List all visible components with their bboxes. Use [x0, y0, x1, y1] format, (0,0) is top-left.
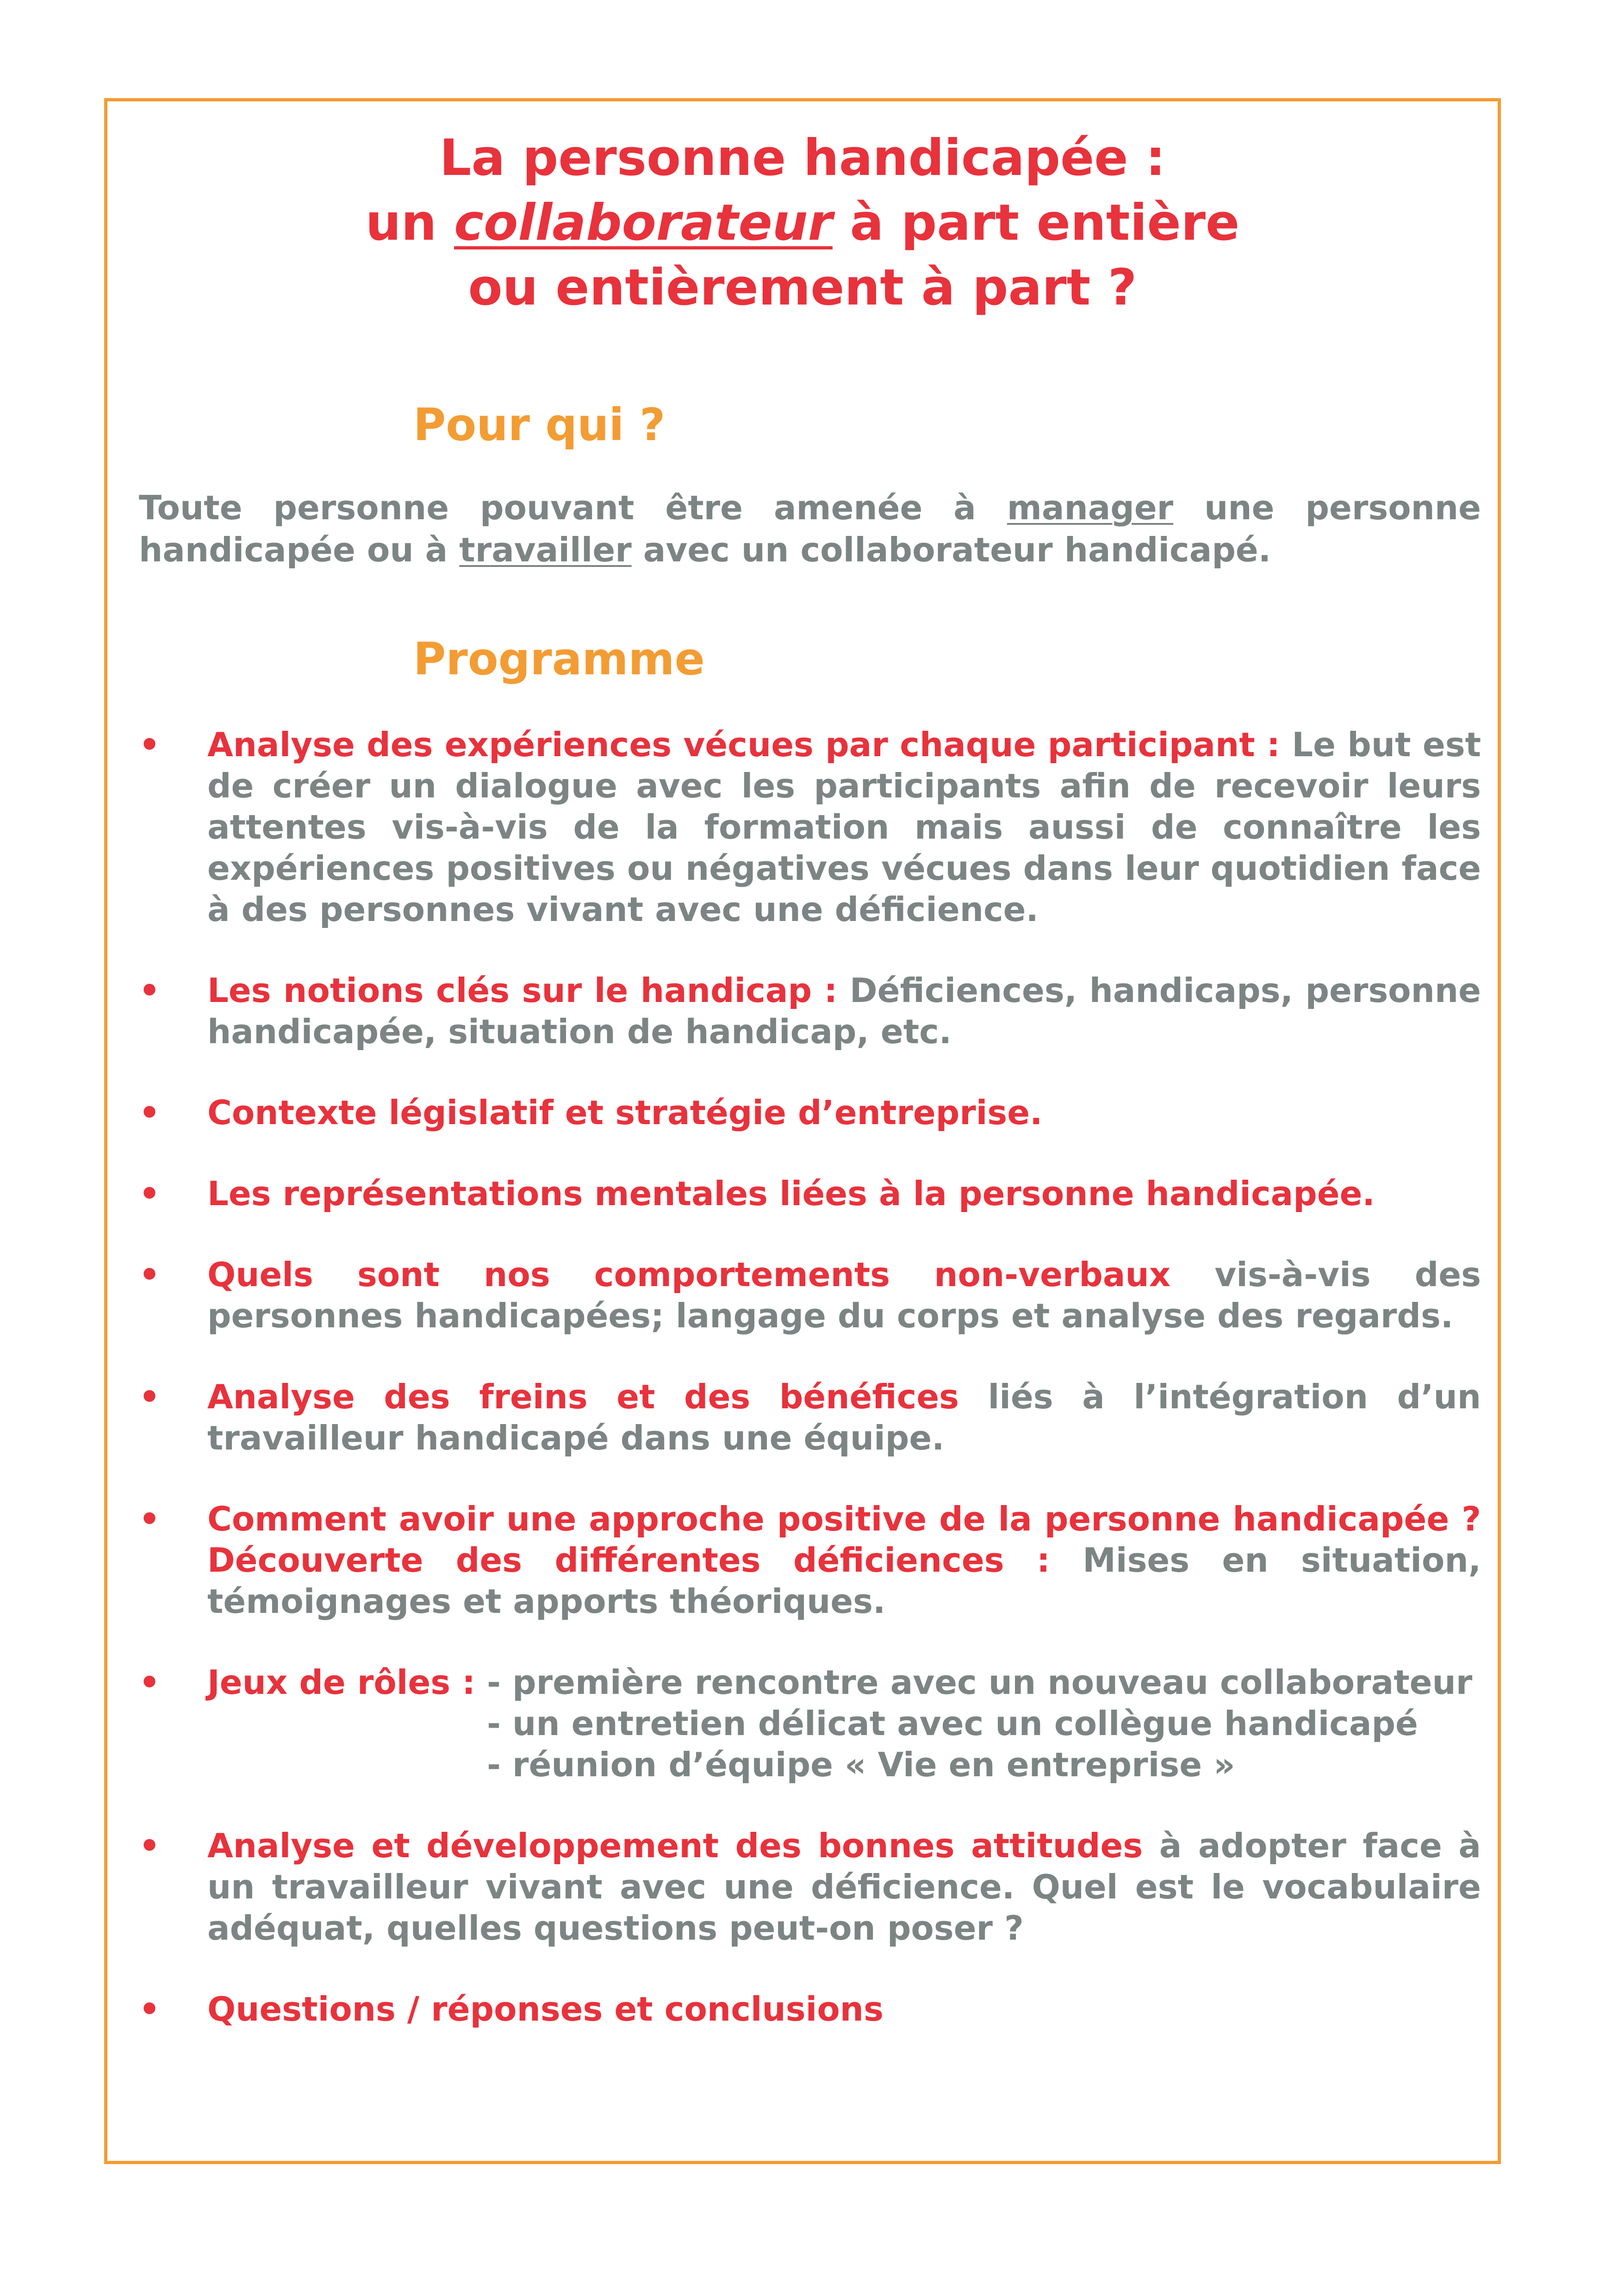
- pour-qui-text: Toute personne pouvant être amenée à manager une personne handicapée ou à travailler avec un collaborateur handicapé.: [139, 488, 1481, 569]
- programme-item: [139, 1254, 1481, 1337]
- programme-list: [139, 724, 1481, 2070]
- bullet-icon: •: [139, 725, 161, 764]
- programme-item: [139, 1825, 1481, 1949]
- title-line-2: un collaborateur à part entière: [365, 194, 1240, 252]
- item-heading: Jeux de rôles :: [207, 1663, 476, 1702]
- bullet-icon: •: [139, 1174, 161, 1213]
- document-title: [104, 126, 1501, 320]
- item-heading: Analyse des expériences vécues par chaque participant :: [207, 725, 1280, 764]
- bullet-icon: •: [139, 1826, 161, 1865]
- item-heading: Questions / réponses et conclusions: [207, 1990, 884, 2028]
- item-description: Le but est de créer un dialogue avec les participants afin de recevoir leurs attentes vis-à-vis de la formation mais aussi de connaître les expériences positives ou négatives vécues dans leur quotidien face à des personnes vivant avec une déficience.: [207, 725, 1481, 929]
- item-heading: Quels sont nos comportements non-verbaux: [207, 1255, 1171, 1294]
- title-emphasis: collaborateur: [454, 194, 833, 252]
- programme-item: [139, 1662, 1481, 1786]
- role-line: - première rencontre avec un nouveau collaborateur: [487, 1663, 1473, 1702]
- title-line-1: La personne handicapée :: [439, 129, 1166, 187]
- bullet-icon: •: [139, 1093, 161, 1132]
- roles-block: [207, 1662, 1481, 1786]
- item-description: Déficiences, handicaps, personne handicapée, situation de handicap, etc.: [207, 971, 1481, 1051]
- programme-item: [139, 1989, 1481, 2030]
- bullet-icon: •: [139, 1377, 161, 1416]
- item-heading: Les notions clés sur le handicap :: [207, 971, 838, 1010]
- bullet-icon: •: [139, 971, 161, 1010]
- item-heading: Analyse et développement des bonnes attitudes: [207, 1826, 1143, 1865]
- title-line-3: ou entièrement à part ?: [468, 259, 1137, 317]
- programme-item: [139, 1173, 1481, 1214]
- bullet-icon: •: [139, 1500, 161, 1538]
- bullet-icon: •: [139, 1663, 161, 1702]
- bullet-icon: •: [139, 1255, 161, 1294]
- role-line: - réunion d’équipe « Vie en entreprise »: [487, 1745, 1235, 1784]
- item-heading: Contexte législatif et stratégie d’entreprise.: [207, 1093, 1043, 1132]
- item-heading: Analyse des freins et des bénéfices: [207, 1377, 959, 1416]
- item-heading: Les représentations mentales liées à la personne handicapée.: [207, 1174, 1375, 1213]
- programme-item: [139, 1092, 1481, 1133]
- travailler-term: travailler: [459, 530, 632, 569]
- roles-list: [487, 1662, 1472, 1786]
- programme-heading: Programme: [413, 633, 705, 685]
- programme-item: [139, 1376, 1481, 1459]
- programme-item: [139, 1499, 1481, 1622]
- role-line: - un entretien délicat avec un collègue handicapé: [487, 1704, 1418, 1743]
- bullet-icon: •: [139, 1990, 161, 2028]
- item-description: à adopter face à un travailleur vivant avec une déficience. Quel est le vocabulaire adéquat, quelles questions peut-on poser ?: [207, 1826, 1481, 1948]
- item-description: Mises en situation, témoignages et apports théoriques.: [207, 1541, 1481, 1621]
- item-heading: Comment avoir une approche positive de la personne handicapée ? Découverte des différentes déficiences :: [207, 1500, 1481, 1580]
- manager-term: manager: [1007, 488, 1174, 527]
- programme-item: [139, 970, 1481, 1052]
- pour-qui-heading: Pour qui ?: [413, 399, 666, 451]
- item-description: vis-à-vis des personnes handicapées; langage du corps et analyse des regards.: [207, 1255, 1481, 1335]
- programme-item: [139, 724, 1481, 930]
- item-description: liés à l’intégration d’un travailleur handicapé dans une équipe.: [207, 1377, 1481, 1457]
